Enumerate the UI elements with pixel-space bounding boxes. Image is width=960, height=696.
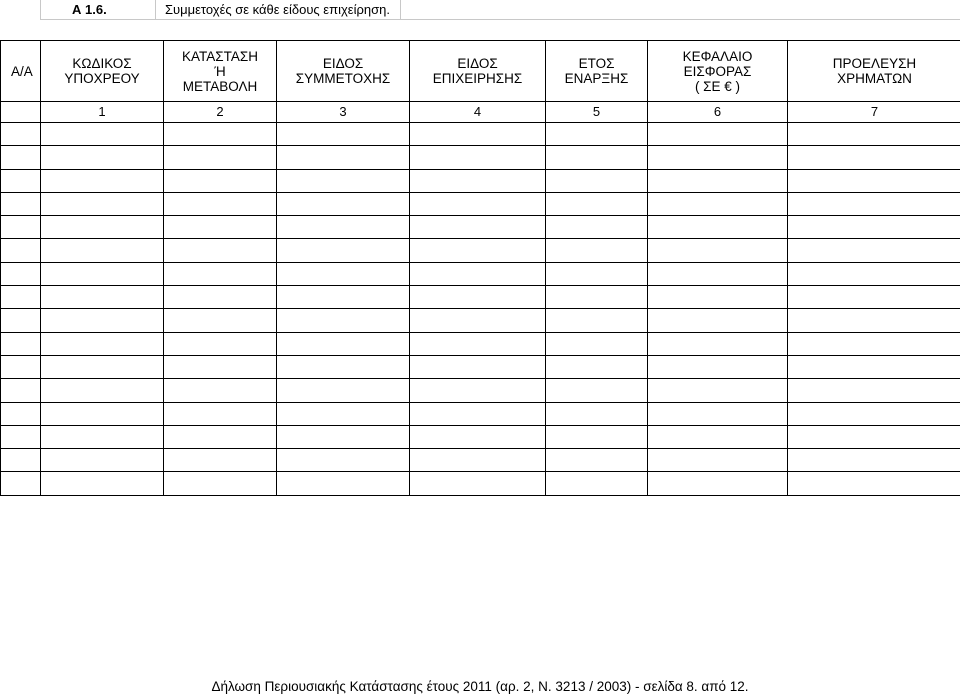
table-cell[interactable] [410, 355, 546, 378]
column-header-line: ΕΙΔΟΣ [457, 56, 498, 71]
table-cell[interactable] [788, 425, 960, 448]
table-cell[interactable] [164, 332, 277, 355]
divider [155, 0, 156, 20]
table-cell[interactable] [410, 262, 546, 285]
column-header [41, 41, 164, 102]
table-cell[interactable] [164, 262, 277, 285]
table-cell[interactable] [1, 379, 41, 402]
participations-table [0, 40, 960, 496]
table-cell[interactable] [410, 379, 546, 402]
table-cell[interactable] [788, 472, 960, 495]
table-cell[interactable] [546, 425, 648, 448]
column-header [788, 41, 960, 102]
table-cell[interactable] [410, 192, 546, 215]
column-header-line: ΣΥΜΜΕΤΟΧΗΣ [295, 71, 391, 86]
table-cell[interactable] [277, 309, 410, 332]
table-cell[interactable] [164, 123, 277, 146]
column-header [277, 41, 410, 102]
column-number: 6 [648, 102, 788, 123]
divider [40, 19, 960, 20]
table-cell[interactable] [164, 472, 277, 495]
table-row [1, 239, 960, 262]
table-cell[interactable] [788, 146, 960, 169]
table-cell[interactable] [1, 309, 41, 332]
table-cell[interactable] [1, 286, 41, 309]
table-cell[interactable] [546, 402, 648, 425]
table-cell[interactable] [410, 286, 546, 309]
table-cell[interactable] [41, 239, 164, 262]
table-cell[interactable] [788, 169, 960, 192]
column-header-line: ( ΣΕ € ) [694, 78, 741, 94]
table-cell[interactable] [1, 332, 41, 355]
section-header [0, 0, 960, 20]
table-cell[interactable] [546, 216, 648, 239]
table-cell[interactable] [1, 169, 41, 192]
table-cell[interactable] [164, 192, 277, 215]
table-cell[interactable] [788, 355, 960, 378]
column-header-line: ΕΝΑΡΞΗΣ [564, 71, 629, 86]
table-cell[interactable] [788, 332, 960, 355]
table-cell[interactable] [41, 146, 164, 169]
table-cell[interactable] [648, 123, 788, 146]
table-cell[interactable] [41, 472, 164, 495]
column-header-line: ΕΙΣΦΟΡΑΣ [683, 63, 752, 79]
table-cell[interactable] [164, 425, 277, 448]
table-cell[interactable] [648, 402, 788, 425]
table-cell[interactable] [277, 216, 410, 239]
column-header-line: Α/Α [11, 63, 33, 79]
column-number: 1 [41, 102, 164, 123]
table-row [1, 379, 960, 402]
table-cell[interactable] [1, 239, 41, 262]
column-number: 5 [546, 102, 648, 123]
table-cell[interactable] [41, 332, 164, 355]
table-cell[interactable] [277, 286, 410, 309]
table-cell[interactable] [410, 146, 546, 169]
table-cell[interactable] [1, 425, 41, 448]
table-cell[interactable] [546, 309, 648, 332]
table-cell[interactable] [788, 379, 960, 402]
column-header-line: Ή [214, 63, 226, 79]
column-number-row [1, 102, 960, 123]
table-cell[interactable] [648, 425, 788, 448]
table-cell[interactable] [277, 332, 410, 355]
table-cell[interactable] [277, 192, 410, 215]
section-title: Συμμετοχές σε κάθε είδους επιχείρηση. [165, 2, 390, 17]
table-cell[interactable] [410, 402, 546, 425]
table-cell[interactable] [1, 449, 41, 472]
table-cell[interactable] [277, 449, 410, 472]
table-cell[interactable] [1, 216, 41, 239]
table-cell[interactable] [277, 425, 410, 448]
table-row [1, 169, 960, 192]
column-number: 3 [277, 102, 410, 123]
table-cell[interactable] [41, 425, 164, 448]
table-cell[interactable] [164, 309, 277, 332]
column-number: 7 [788, 102, 960, 123]
table-cell[interactable] [648, 472, 788, 495]
page-footer: Δήλωση Περιουσιακής Κατάστασης έτους 2011 (αρ. 2, Ν. 3213 / 2003) - σελίδα 8. από 12. [211, 679, 749, 694]
table-cell[interactable] [546, 123, 648, 146]
table-cell[interactable] [41, 192, 164, 215]
table-cell[interactable] [648, 332, 788, 355]
table-row [1, 146, 960, 169]
table-row [1, 262, 960, 285]
column-number: 2 [164, 102, 277, 123]
table-cell[interactable] [788, 449, 960, 472]
table-cell[interactable] [546, 286, 648, 309]
table-cell[interactable] [41, 449, 164, 472]
table-cell[interactable] [164, 402, 277, 425]
table-cell[interactable] [788, 262, 960, 285]
table-cell[interactable] [277, 355, 410, 378]
column-header [164, 41, 277, 102]
table-cell[interactable] [277, 262, 410, 285]
table-cell[interactable] [410, 332, 546, 355]
column-header [648, 41, 788, 102]
table-cell[interactable] [410, 309, 546, 332]
table-cell[interactable] [546, 472, 648, 495]
table-cell[interactable] [164, 216, 277, 239]
table-row [1, 309, 960, 332]
table-cell[interactable] [164, 286, 277, 309]
table-cell[interactable] [410, 472, 546, 495]
table-cell[interactable] [788, 286, 960, 309]
column-header [410, 41, 546, 102]
table-cell[interactable] [648, 169, 788, 192]
table-cell[interactable] [546, 239, 648, 262]
table-cell[interactable] [1, 472, 41, 495]
column-header-line: ΕΤΟΣ [578, 56, 615, 71]
table-cell[interactable] [1, 262, 41, 285]
column-header-line: ΥΠΟΧΡΕΟΥ [64, 71, 140, 86]
table-cell[interactable] [164, 239, 277, 262]
table-cell[interactable] [41, 262, 164, 285]
column-header-line: ΠΡΟΕΛΕΥΣΗ [832, 56, 917, 71]
table-cell[interactable] [41, 123, 164, 146]
table-row [1, 192, 960, 215]
table-cell[interactable] [41, 309, 164, 332]
table-row [1, 449, 960, 472]
table-header-row [1, 41, 960, 102]
table-cell[interactable] [546, 262, 648, 285]
column-number: 4 [410, 102, 546, 123]
table-cell[interactable] [41, 379, 164, 402]
column-number [1, 102, 41, 123]
table-cell[interactable] [410, 123, 546, 146]
table-row [1, 286, 960, 309]
column-header-line: ΜΕΤΑΒΟΛΗ [182, 78, 258, 94]
column-header-line: ΕΠΙΧΕΙΡΗΣΗΣ [432, 71, 523, 86]
divider [40, 0, 41, 20]
table-cell[interactable] [1, 402, 41, 425]
divider [400, 0, 401, 20]
table-cell[interactable] [648, 239, 788, 262]
table-row [1, 216, 960, 239]
table-cell[interactable] [788, 192, 960, 215]
table-cell[interactable] [546, 379, 648, 402]
table-cell[interactable] [41, 286, 164, 309]
table-cell[interactable] [546, 169, 648, 192]
table-cell[interactable] [546, 449, 648, 472]
column-header-line: ΕΙΔΟΣ [322, 56, 364, 71]
table-cell[interactable] [1, 123, 41, 146]
table-cell[interactable] [164, 146, 277, 169]
table-cell[interactable] [410, 449, 546, 472]
table-cell[interactable] [410, 425, 546, 448]
table-cell[interactable] [1, 355, 41, 378]
table-cell[interactable] [648, 355, 788, 378]
table-cell[interactable] [41, 402, 164, 425]
table-cell[interactable] [546, 355, 648, 378]
table-cell[interactable] [648, 449, 788, 472]
table-cell[interactable] [277, 402, 410, 425]
table-cell[interactable] [1, 192, 41, 215]
table-cell[interactable] [648, 286, 788, 309]
table-cell[interactable] [648, 309, 788, 332]
column-header-line: ΧΡΗΜΑΤΩΝ [837, 71, 912, 86]
table-row [1, 332, 960, 355]
table-cell[interactable] [788, 239, 960, 262]
section-number: Α 1.6. [72, 2, 107, 17]
table-cell[interactable] [41, 169, 164, 192]
table-cell[interactable] [277, 123, 410, 146]
table-cell[interactable] [41, 216, 164, 239]
column-header-line: ΚΕΦΑΛΑΙΟ [682, 48, 753, 64]
table-cell[interactable] [410, 216, 546, 239]
table-cell[interactable] [546, 332, 648, 355]
column-header [1, 41, 41, 102]
table-cell[interactable] [648, 146, 788, 169]
table-cell[interactable] [546, 146, 648, 169]
column-header [546, 41, 648, 102]
column-header-line: ΚΩΔΙΚΟΣ [72, 56, 132, 71]
table-cell[interactable] [41, 355, 164, 378]
table-cell[interactable] [410, 239, 546, 262]
table-row [1, 402, 960, 425]
table-cell[interactable] [277, 146, 410, 169]
table-cell[interactable] [277, 169, 410, 192]
table-cell[interactable] [164, 449, 277, 472]
table-cell[interactable] [788, 123, 960, 146]
table-cell[interactable] [164, 355, 277, 378]
column-header-line: ΚΑΤΑΣΤΑΣΗ [182, 48, 258, 64]
table-cell[interactable] [648, 216, 788, 239]
table-row [1, 425, 960, 448]
table-cell[interactable] [277, 472, 410, 495]
table-cell[interactable] [277, 239, 410, 262]
table-row [1, 355, 960, 378]
table-cell[interactable] [788, 216, 960, 239]
table-cell[interactable] [1, 146, 41, 169]
table-cell[interactable] [546, 192, 648, 215]
table-cell[interactable] [277, 379, 410, 402]
table-cell[interactable] [410, 169, 546, 192]
table-row [1, 472, 960, 495]
table-cell[interactable] [788, 309, 960, 332]
table-cell[interactable] [788, 402, 960, 425]
table-cell[interactable] [648, 192, 788, 215]
table-cell[interactable] [164, 379, 277, 402]
table-cell[interactable] [648, 262, 788, 285]
table-cell[interactable] [164, 169, 277, 192]
table-row [1, 123, 960, 146]
table-cell[interactable] [648, 379, 788, 402]
